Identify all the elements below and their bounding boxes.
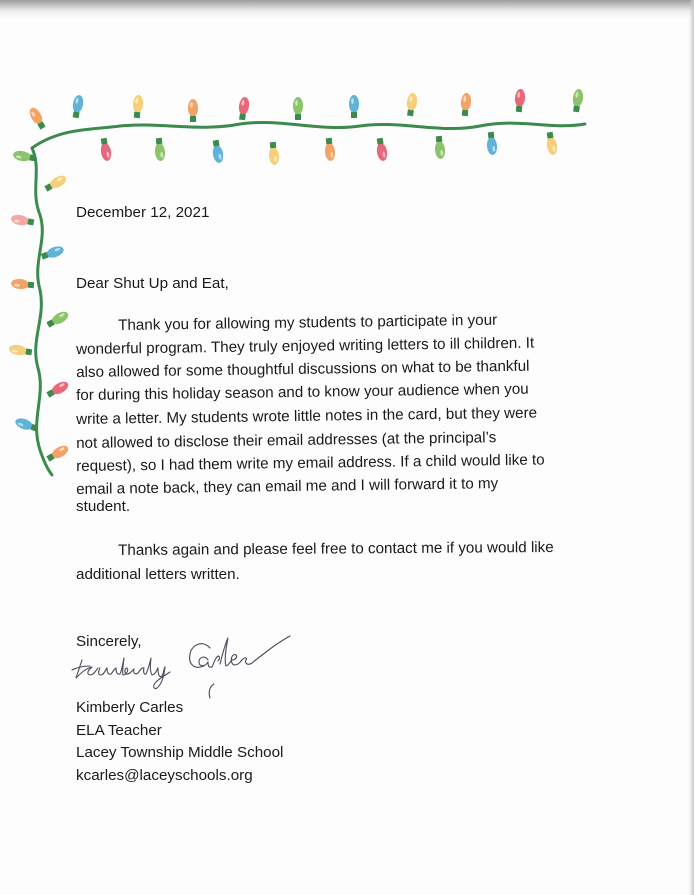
bulb-glass [11,278,30,290]
bulb-glass [514,89,526,108]
paragraph1-line: Thank you for allowing my students to participate in your [118,311,498,334]
light-bulb-icon [293,97,303,120]
paragraph2-line: additional letters written. [76,566,240,583]
bulb-shine [190,102,193,108]
light-bulb-icon [99,137,113,161]
lights-wire-segment [32,122,585,148]
bulb-glass [100,142,113,161]
signer-name: Kimberly Carles [76,699,184,716]
light-bulb-icon [514,89,526,113]
light-bulb-icon [349,95,359,118]
light-bulb-icon [571,88,584,112]
bulb-socket [436,136,443,143]
light-bulb-icon [268,142,280,166]
bulb-socket [270,142,277,149]
paragraph1-line: for during this holiday season and to know your audience when you [76,380,529,404]
bulb-glass [10,214,29,227]
letter-date: December 12, 2021 [76,204,210,221]
bulb-glass [349,95,359,113]
bulb-socket [29,154,36,161]
bulb-socket [213,140,220,147]
light-bulb-icon [45,443,70,463]
light-bulb-icon [324,138,336,162]
paragraph2-line: Thanks again and please feel free to contact me if you would like [118,538,554,559]
bulb-socket [28,282,35,289]
paragraph1-line: also allowed for some thoughtful discussions on what to be thankful [76,357,530,381]
light-bulb-icon [10,214,34,228]
bulb-glass [293,97,303,115]
bulb-socket [25,348,32,355]
light-bulb-icon [375,137,389,161]
bulb-socket [27,218,34,225]
bulb-socket [326,138,333,145]
bulb-socket [516,106,523,113]
handwritten-signature [60,620,300,700]
paragraph1-line: email a note back, they can email me and I will forward it to my [76,475,499,498]
bulb-socket [573,106,580,113]
light-bulb-icon [14,416,39,433]
bulb-socket [407,110,414,117]
bulb-socket [377,138,384,145]
bulb-glass [460,93,472,112]
signer-title: ELA Teacher [76,721,162,739]
bulb-glass [8,344,27,357]
bulb-glass [434,141,446,160]
bulb-socket [351,112,357,118]
light-bulb-icon [237,96,250,120]
paragraph1-line: wonderful program. They truly enjoyed writing letters to ill children. It [76,334,535,358]
light-bulb-icon [132,95,144,119]
bulb-glass [154,143,166,162]
bulb-glass [546,136,559,155]
light-bulb-icon [71,94,85,118]
bulb-socket [73,111,80,118]
bulb-socket [156,138,163,145]
paragraph1-line: write a letter. My students wrote little notes in the card, but they were [76,404,538,428]
light-bulb-icon [43,173,68,193]
paragraph1-line: student. [76,498,131,515]
bulb-glass [238,96,250,115]
bulb-socket [295,114,301,120]
bulb-glass [572,88,584,107]
light-bulb-icon [405,92,418,116]
bulb-socket [488,132,495,139]
bulb-glass [268,147,280,166]
signer-email: kcarles@laceyschools.org [76,766,253,784]
bulb-socket [462,110,469,117]
light-bulb-icon [45,379,70,399]
letter-closing: Sincerely, [76,633,142,650]
paragraph1-line: not allowed to disclose their email addresses (at the principal’s [76,429,497,452]
light-bulb-icon [11,278,35,290]
bulb-shine [351,98,354,104]
light-bulb-icon [486,132,498,156]
bulb-glass [212,144,225,163]
bulb-shine [295,100,298,106]
bulb-glass [486,137,498,156]
bulb-glass [12,150,31,163]
signature-block [76,697,283,787]
light-bulb-icon [211,139,225,163]
bulb-socket [239,114,246,121]
bulb-socket [101,138,108,145]
light-bulb-icon [40,244,65,261]
light-bulb-icon [45,309,70,329]
light-bulb-icon [154,138,166,162]
bulb-glass [324,143,336,162]
light-bulb-icon [8,344,32,358]
light-bulb-icon [545,131,559,155]
light-bulb-icon [27,106,47,131]
bulb-socket [134,112,141,119]
bulb-glass [376,142,389,161]
paragraph1-line: request), so I had them write my email address. If a child would like to [76,451,545,475]
bulb-glass [72,94,85,113]
bulb-glass [132,95,144,114]
light-bulb-icon [188,99,198,122]
letter-greeting: Dear Shut Up and Eat, [76,275,229,292]
light-bulb-icon [460,93,472,117]
bulb-socket [547,132,554,139]
bulb-glass [406,92,418,111]
signer-school: Lacey Township Middle School [76,744,284,761]
bulb-socket [190,116,196,122]
light-bulb-icon [434,136,446,160]
bulb-glass [188,99,198,117]
